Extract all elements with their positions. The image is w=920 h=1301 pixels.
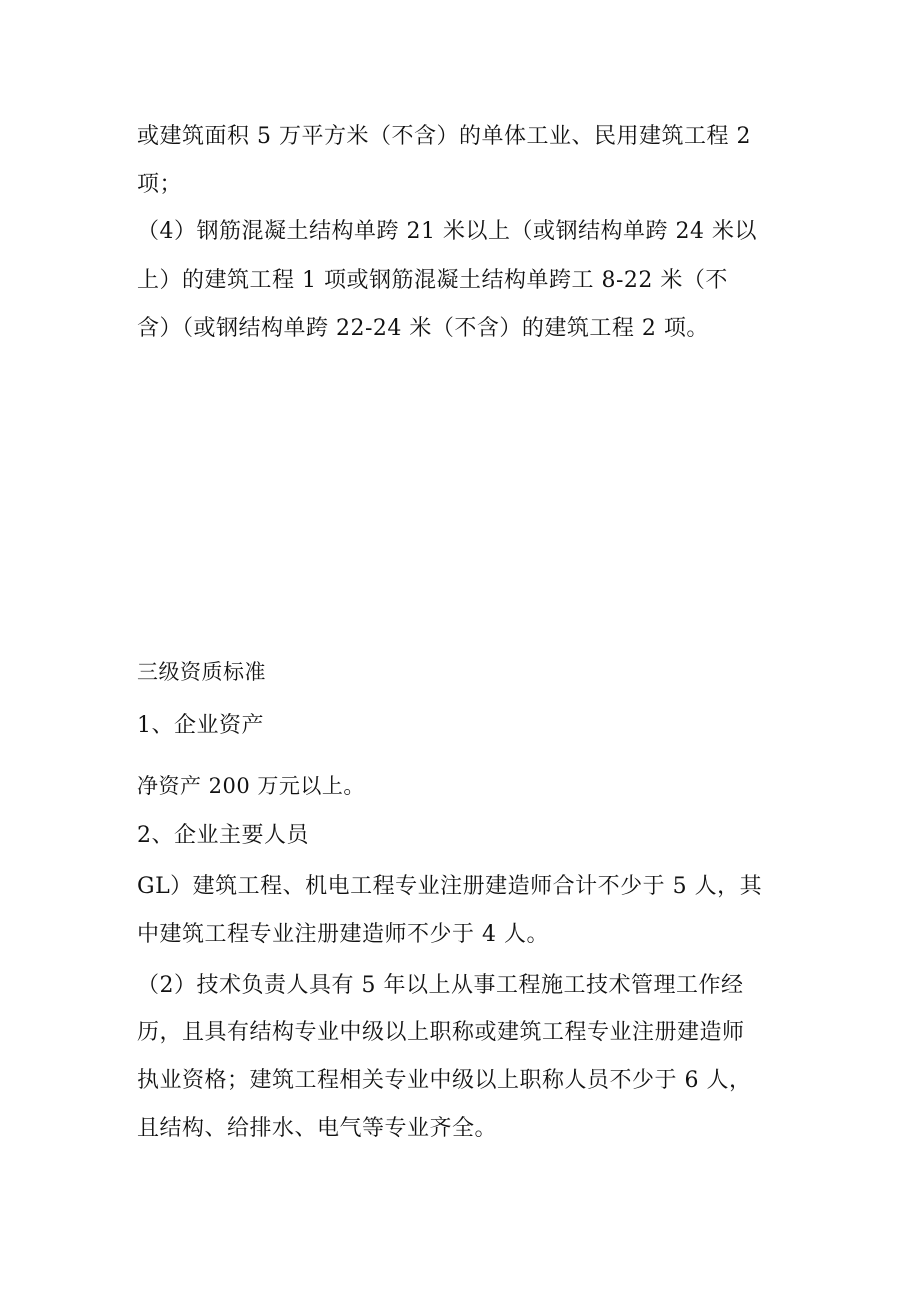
item-text: 净资产 200 万元以上。 <box>137 774 365 798</box>
paragraph-line: 历，且具有结构专业中级以上职称或建筑工程专业注册建造师 <box>137 1020 745 1045</box>
paragraph-line: 执业资格；建筑工程相关专业中级以上职称人员不少于 6 人， <box>137 1068 752 1093</box>
paragraph-line: 项； <box>137 172 183 197</box>
paragraph-line: 或建筑面积 5 万平方米（不含）的单体工业、民用建筑工程 2 <box>137 124 751 149</box>
item-heading: 2、企业主要人员 <box>137 823 309 848</box>
paragraph-line: GL）建筑工程、机电工程专业注册建造师合计不少于 5 人，其 <box>137 874 763 899</box>
paragraph-line: 且结构、给排水、电气等专业齐全。 <box>137 1116 498 1141</box>
section-title: 三级资质标准 <box>137 660 266 684</box>
paragraph-line: （4）钢筋混凝土结构单跨 21 米以上（或钢结构单跨 24 米以 <box>137 219 757 244</box>
paragraph-line: 中建筑工程专业注册建造师不少于 4 人。 <box>137 922 549 947</box>
paragraph-line: 含）（或钢结构单跨 22-24 米（不含）的建筑工程 2 项。 <box>137 316 709 341</box>
item-heading: 1、企业资产 <box>137 713 264 738</box>
paragraph-line: （2）技术负责人具有 5 年以上从事工程施工技术管理工作经 <box>137 973 744 998</box>
paragraph-line: 上）的建筑工程 1 项或钢筋混凝土结构单跨工 8-22 米（不 <box>137 268 728 293</box>
